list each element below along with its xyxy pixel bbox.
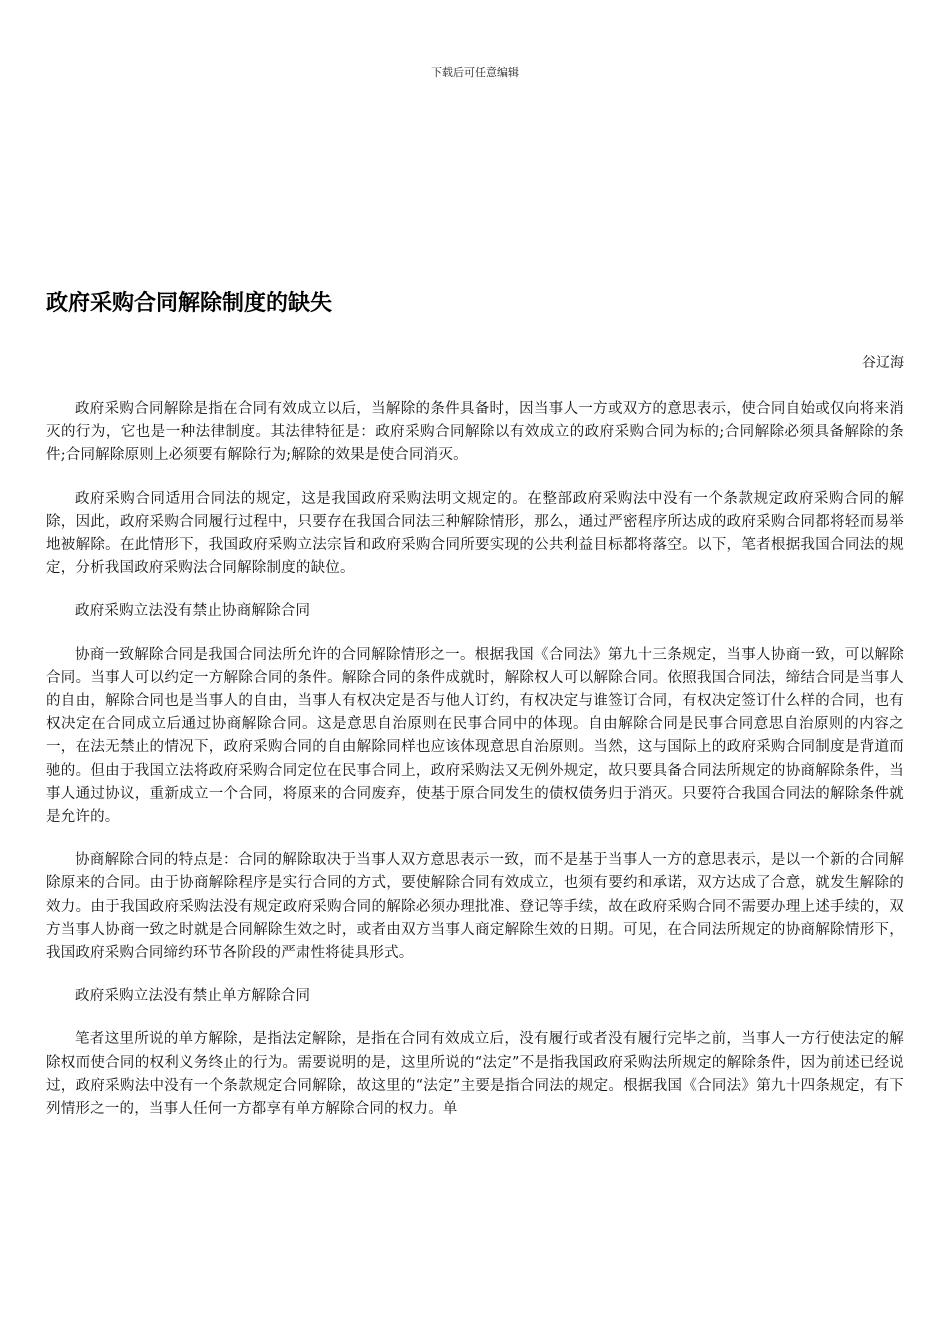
section-heading: 政府采购立法没有禁止协商解除合同: [75, 603, 311, 620]
document-body: [46, 398, 904, 1141]
author-name: 谷辽海: [862, 355, 904, 371]
paragraph: 协商一致解除合同是我国合同法所允许的合同解除情形之一。根据我国《合同法》第九十三条规定，当事人协商一致，可以解除合同。当事人可以约定一方解除合同的条件。解除合同的条件成就时，解除权人可以解除合同。依照我国合同法，缔结合同是当事人的自由，解除合同也是当事人的自由，当事人有权决定是否与他人订约，有权决定与谁签订合同，有权决定签订什么样的合同，也有权决定在合同成立后通过协商解除合同。这是意思自治原则在民事合同中的体现。自由解除合同是民事合同意思自治原则的内容之一，在法无禁止的情况下，政府采购合同的自由解除同样也应该体现意思自治原则。当然，这与国际上的政府采购合同制度是背道而驰的。但由于我国立法将政府采购合同定位在民事合同上，政府采购法又无例外规定，故只要具备合同法所规定的协商解除条件，当事人通过协议，重新成立一个合同，将原来的合同废弃，使基于原合同发生的债权债务归于消灭。只要符合我国合同法的解除条件就是允许的。: [46, 646, 904, 826]
paragraph: 协商解除合同的特点是：合同的解除取决于当事人双方意思表示一致，而不是基于当事人一方的意思表示，是以一个新的合同解除原来的合同。由于协商解除程序是实行合同的方式，要使解除合同有效成立，也须有要约和承诺，双方达成了合意，就发生解除的效力。由于我国政府采购法没有规定政府采购合同的解除必须办理批准、登记等手续，故在政府采购合同不需要办理上述手续的，双方当事人协商一致之时就是合同解除生效之时，或者由双方当事人商定解除生效的日期。可见，在合同法所规定的协商解除情形下，我国政府采购合同缔约环节各阶段的严肃性将徒具形式。: [46, 852, 904, 962]
section-heading: 政府采购立法没有禁止单方解除合同: [75, 988, 311, 1005]
paragraph: 政府采购合同适用合同法的规定，这是我国政府采购法明文规定的。在整部政府采购法中没有一个条款规定政府采购合同的解除，因此，政府采购合同履行过程中，只要存在我国合同法三种解除情形，那么，通过严密程序所达成的政府采购合同都将轻而易举地被解除。在此情形下，我国政府采购立法宗旨和政府采购合同所要实现的公共利益目标都将落空。以下，笔者根据我国合同法的规定，分析我国政府采购法合同解除制度的缺位。: [46, 490, 904, 577]
document-title: 政府采购合同解除制度的缺失: [46, 291, 333, 316]
page-header: 下载后可任意编辑: [431, 66, 519, 79]
paragraph: 政府采购合同解除是指在合同有效成立以后，当解除的条件具备时，因当事人一方或双方的意思表示，使合同自始或仅向将来消灭的行为，它也是一种法律制度。其法律特征是：政府采购合同解除以有效成立的政府采购合同为标的;合同解除必须具备解除的条件;合同解除原则上必须要有解除行为;解除的效果是使合同消灭。: [46, 401, 904, 464]
paragraph: 笔者这里所说的单方解除，是指法定解除，是指在合同有效成立后，没有履行或者没有履行完毕之前，当事人一方行使法定的解除权而使合同的权利义务终止的行为。需要说明的是，这里所说的“法定”不是指我国政府采购法所规定的解除条件，因为前述已经说过，政府采购法中没有一个条款规定合同解除，故这里的“法定”主要是指合同法的规定。根据我国《合同法》第九十四条规定，有下列情形之一的，当事人任何一方都享有单方解除合同的权力。单: [46, 1031, 904, 1118]
